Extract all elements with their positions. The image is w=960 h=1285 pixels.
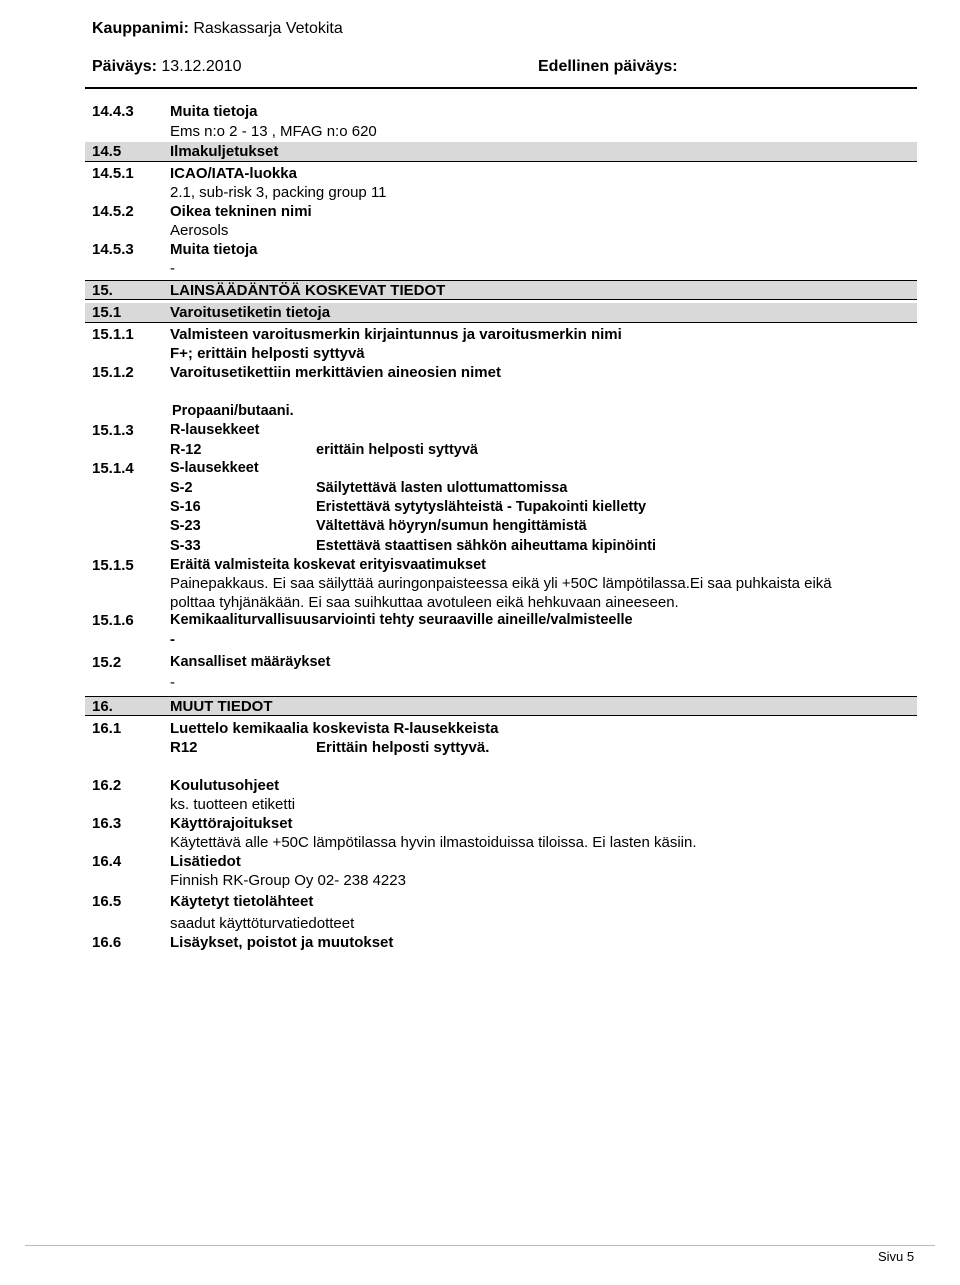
section-text: Painepakkaus. Ei saa säilyttää auringonpaisteessa eikä yli +50C lämpötilassa.Ei saa puhkaista eikä: [170, 575, 832, 592]
phrase-code: R-12: [170, 442, 202, 458]
phrase-code: S-23: [170, 518, 201, 534]
section-text: polttaa tyhjänäkään. Ei saa suihkuttaa avotuleen eikä hehkuvaan aineeseen.: [170, 594, 679, 611]
section-number: 16.3: [92, 815, 122, 832]
section-number: 16.2: [92, 777, 122, 794]
section-text: -: [170, 631, 175, 648]
section-text: Finnish RK-Group Oy 02- 238 4223: [170, 872, 406, 889]
section-number: 14.5.1: [92, 165, 134, 182]
page-number: Sivu 5: [878, 1249, 915, 1264]
phrase-description: Vältettävä höyryn/sumun hengittämistä: [316, 518, 587, 534]
section-title: Kemikaaliturvallisuusarviointi tehty seuraaville aineille/valmisteelle: [170, 612, 633, 628]
section-number: 16.4: [92, 853, 122, 870]
section-number: 14.5: [92, 143, 122, 160]
section-title: LAINSÄÄDÄNTÖÄ KOSKEVAT TIEDOT: [170, 282, 446, 299]
date-line: [92, 58, 241, 76]
section-title: R-lausekkeet: [170, 422, 260, 438]
section-number: 15.1.6: [92, 612, 134, 629]
previous-date-label: Edellinen päiväys:: [538, 58, 678, 75]
section-title: Oikea tekninen nimi: [170, 203, 312, 220]
phrase-code: S-2: [170, 480, 193, 496]
phrase-code: S-16: [170, 499, 201, 515]
section-number: 16.1: [92, 720, 122, 737]
company-line: [92, 20, 343, 38]
phrase-description: erittäin helposti syttyvä: [316, 442, 478, 458]
section-number: 15.1.4: [92, 460, 134, 477]
section-number: 16.5: [92, 893, 122, 910]
company-label: Kauppanimi:: [92, 20, 189, 37]
section-title: Koulutusohjeet: [170, 777, 280, 794]
date-value: 13.12.2010: [161, 58, 242, 75]
section-title: Varoitusetiketin tietoja: [170, 304, 331, 321]
phrase-description: Erittäin helposti syttyvä.: [316, 739, 490, 756]
phrase-code: R12: [170, 739, 198, 756]
section-number: 15.: [92, 282, 113, 299]
section-title: Varoitusetikettiin merkittävien aineosien nimet: [170, 364, 501, 381]
section-number: 15.1: [92, 304, 122, 321]
section-number: 15.1.1: [92, 326, 134, 343]
phrase-description: Säilytettävä lasten ulottumattomissa: [316, 480, 568, 496]
section-number: 15.2: [92, 654, 122, 671]
phrase-code: S-33: [170, 538, 201, 554]
section-number: 16.: [92, 698, 113, 715]
phrase-description: Estettävä staattisen sähkön aiheuttama kipinöinti: [316, 538, 657, 554]
date-label: Päiväys:: [92, 58, 157, 75]
section-title: MUUT TIEDOT: [170, 698, 273, 715]
section-text: F+; erittäin helposti syttyvä: [170, 345, 365, 362]
section-text: -: [170, 260, 175, 277]
company-name: Raskassarja Vetokita: [193, 20, 343, 37]
section-title: Muita tietoja: [170, 241, 258, 258]
header-divider: [85, 87, 917, 89]
section-number: 15.1.3: [92, 422, 134, 439]
section-number: 14.4.3: [92, 103, 134, 120]
section-text: ks. tuotteen etiketti: [170, 796, 296, 813]
section-title: S-lausekkeet: [170, 460, 259, 476]
section-title: Käyttörajoitukset: [170, 815, 293, 832]
section-text: Aerosols: [170, 222, 229, 239]
section-number: 14.5.3: [92, 241, 134, 258]
section-text: 2.1, sub-risk 3, packing group 11: [170, 184, 387, 201]
section-text: -: [170, 674, 175, 691]
section-text: Käytettävä alle +50C lämpötilassa hyvin ilmastoiduissa tiloissa. Ei lasten käsiin.: [170, 834, 697, 851]
section-text: Ems n:o 2 - 13 , MFAG n:o 620: [170, 123, 377, 140]
section-text: Propaani/butaani.: [172, 403, 294, 419]
section-number: 15.1.5: [92, 557, 134, 574]
section-number: 16.6: [92, 934, 122, 951]
section-number: 14.5.2: [92, 203, 134, 220]
section-title: Valmisteen varoitusmerkin kirjaintunnus ja varoitusmerkin nimi: [170, 326, 622, 343]
section-number: 15.1.2: [92, 364, 134, 381]
section-title: Käytetyt tietolähteet: [170, 893, 314, 910]
section-title: Eräitä valmisteita koskevat erityisvaatimukset: [170, 557, 486, 573]
footer-divider: [25, 1245, 935, 1246]
section-title: Lisäykset, poistot ja muutokset: [170, 934, 394, 951]
phrase-description: Eristettävä sytytyslähteistä - Tupakointi kielletty: [316, 499, 647, 515]
section-title: Kansalliset määräykset: [170, 654, 331, 670]
section-title: Muita tietoja: [170, 103, 258, 120]
section-title: ICAO/IATA-luokka: [170, 165, 297, 182]
section-title: Luettelo kemikaalia koskevista R-lausekkeista: [170, 720, 499, 737]
section-title: Ilmakuljetukset: [170, 143, 279, 160]
section-title: Lisätiedot: [170, 853, 241, 870]
section-text: saadut käyttöturvatiedotteet: [170, 915, 355, 932]
